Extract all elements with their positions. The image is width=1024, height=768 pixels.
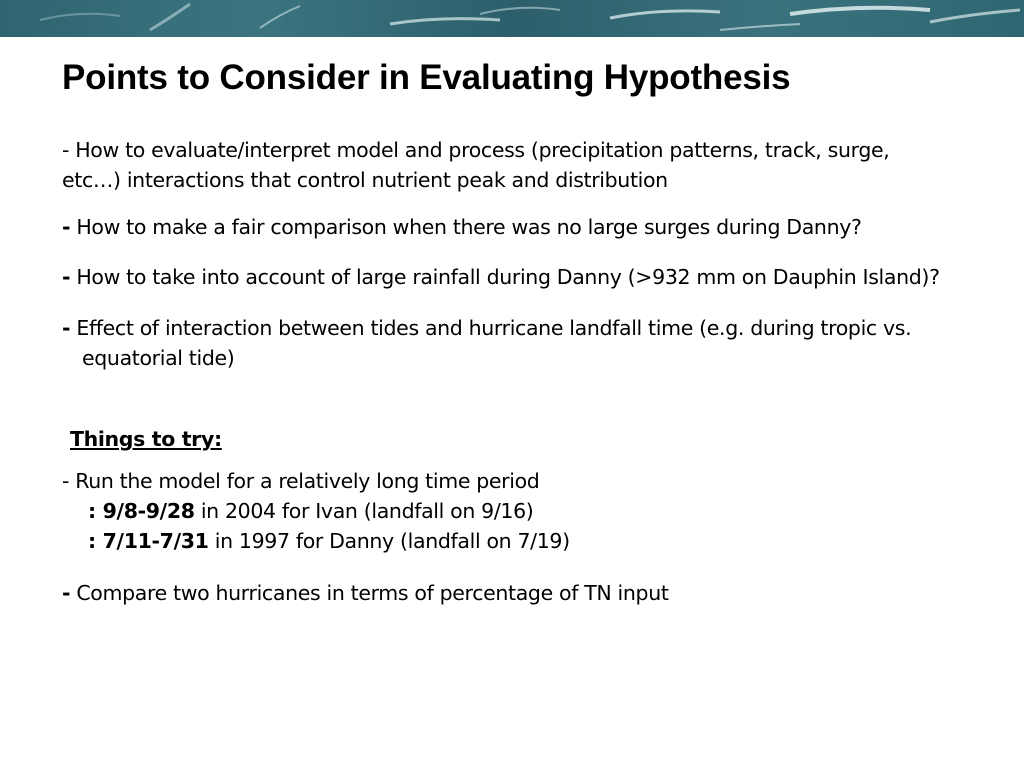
point-continuation: etc…) interactions that control nutrient peak and distribution bbox=[62, 168, 668, 192]
bullet-dash: - bbox=[62, 581, 71, 605]
point-text: How to evaluate/interpret model and process (precipitation patterns, track, surge, bbox=[69, 138, 890, 162]
point-continuation: equatorial tide) bbox=[82, 346, 235, 370]
point-fair-comparison bbox=[62, 212, 862, 242]
bullet-dash: - bbox=[62, 138, 70, 162]
period-detail: in 2004 for Ivan (landfall on 9/16) bbox=[194, 499, 534, 523]
things-run-model bbox=[62, 466, 570, 556]
period-danny bbox=[62, 526, 570, 556]
bullet-dash: - bbox=[62, 469, 70, 493]
bullet-dash: - bbox=[62, 215, 71, 239]
slide-title: Points to Consider in Evaluating Hypothesis bbox=[62, 58, 791, 97]
point-rainfall bbox=[62, 262, 940, 292]
period-prefix: : bbox=[88, 529, 103, 553]
point-text: Effect of interaction between tides and hurricane landfall time (e.g. during tropic vs. bbox=[70, 316, 912, 340]
point-text: Compare two hurricanes in terms of percentage of TN input bbox=[70, 581, 669, 605]
point-text: How to take into account of large rainfall during Danny (>932 mm on Dauphin Island)? bbox=[70, 265, 940, 289]
period-range: 7/11-7/31 bbox=[102, 529, 209, 553]
bullet-dash: - bbox=[62, 265, 71, 289]
point-tides bbox=[62, 313, 962, 373]
point-text: Run the model for a relatively long time period bbox=[69, 469, 540, 493]
header-banner-image bbox=[0, 0, 1024, 37]
period-ivan bbox=[62, 496, 570, 526]
period-range: 9/8-9/28 bbox=[102, 499, 195, 523]
things-compare bbox=[62, 578, 669, 608]
period-detail: in 1997 for Danny (landfall on 7/19) bbox=[208, 529, 570, 553]
things-to-try-heading: Things to try: bbox=[70, 427, 222, 451]
seagrass-decoration bbox=[0, 0, 1024, 37]
point-evaluate bbox=[62, 135, 962, 195]
point-text: How to make a fair comparison when there was no large surges during Danny? bbox=[70, 215, 862, 239]
bullet-dash: - bbox=[62, 316, 71, 340]
period-prefix: : bbox=[88, 499, 103, 523]
